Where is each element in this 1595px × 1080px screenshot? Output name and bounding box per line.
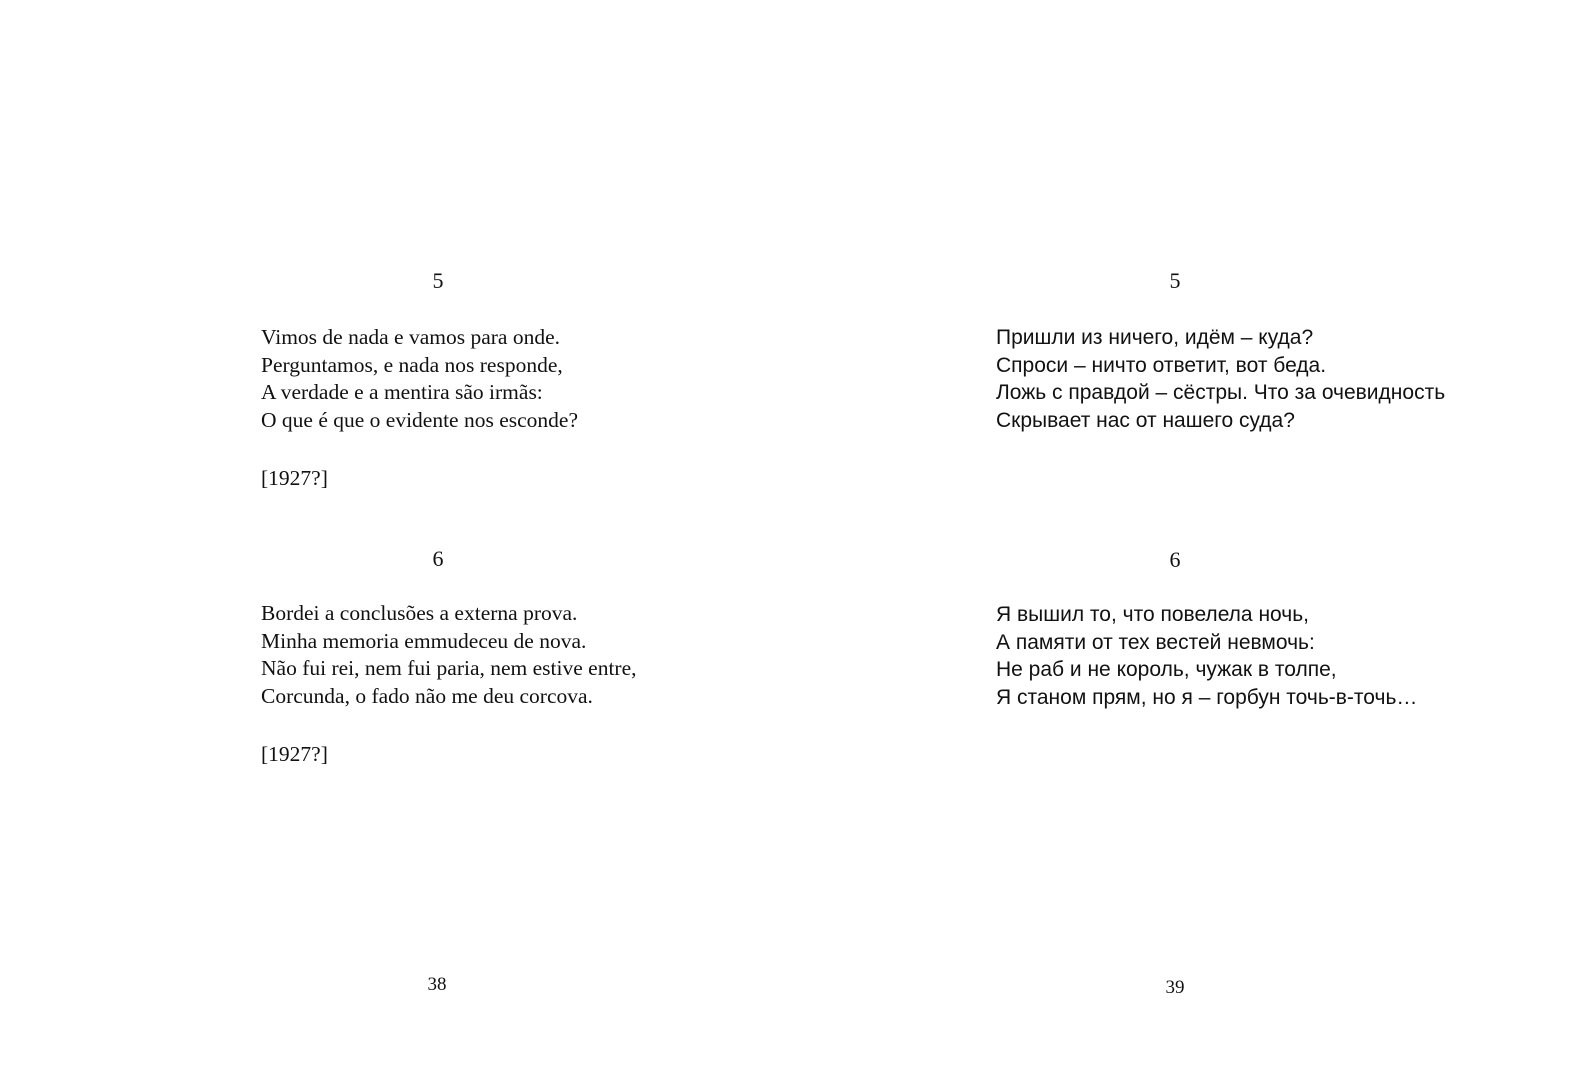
left-page <box>0 0 797 1080</box>
poem-line: A verdade e a mentira são irmãs: <box>261 380 543 404</box>
poem-line: Ложь с правдой – сёстры. Что за очевидность <box>996 381 1446 404</box>
poem-line: Пришли из ничего, идём – куда? <box>996 326 1314 349</box>
page-number: 38 <box>427 974 447 995</box>
poem-date: [1927?] <box>261 466 328 490</box>
page-number: 39 <box>1165 977 1185 998</box>
poem-number: 5 <box>1169 268 1181 293</box>
poem-line: Я станом прям, но я – горбун точь-в-точь… <box>996 685 1418 709</box>
poem-line: Não fui rei, nem fui paria, nem estive entre, <box>261 656 637 680</box>
poem-date: [1927?] <box>261 742 328 766</box>
poem-line: O que é que o evidente nos esconde? <box>261 407 579 432</box>
poem-stanza <box>261 324 578 434</box>
poem-line: Спроси – ничто ответит, вот беда. <box>996 353 1327 377</box>
poem-number: 5 <box>432 268 444 293</box>
poem-line: Скрывает нас от нашего суда? <box>996 408 1295 432</box>
poem-line: Bordei a conclusões a externa prova. <box>261 601 578 625</box>
poem-line: Corcunda, o fado não me deu corcova. <box>261 683 593 708</box>
poem-line: Я вышил то, что повелела ночь, <box>996 603 1309 626</box>
poem-stanza <box>996 324 1445 434</box>
poem-line: Perguntamos, e nada nos responde, <box>261 352 563 377</box>
right-page <box>797 0 1595 1080</box>
poem-stanza <box>996 601 1417 711</box>
poem-line: Не раб и не король, чужак в толпе, <box>996 658 1337 681</box>
poem-number: 6 <box>1169 547 1181 572</box>
poem-line: А памяти от тех вестей невмочь: <box>996 630 1315 654</box>
poem-stanza <box>261 600 637 710</box>
poem-line: Minha memoria emmudeceu de nova. <box>261 628 587 653</box>
poem-number: 6 <box>432 546 444 571</box>
poem-line: Vimos de nada e vamos para onde. <box>261 325 561 349</box>
